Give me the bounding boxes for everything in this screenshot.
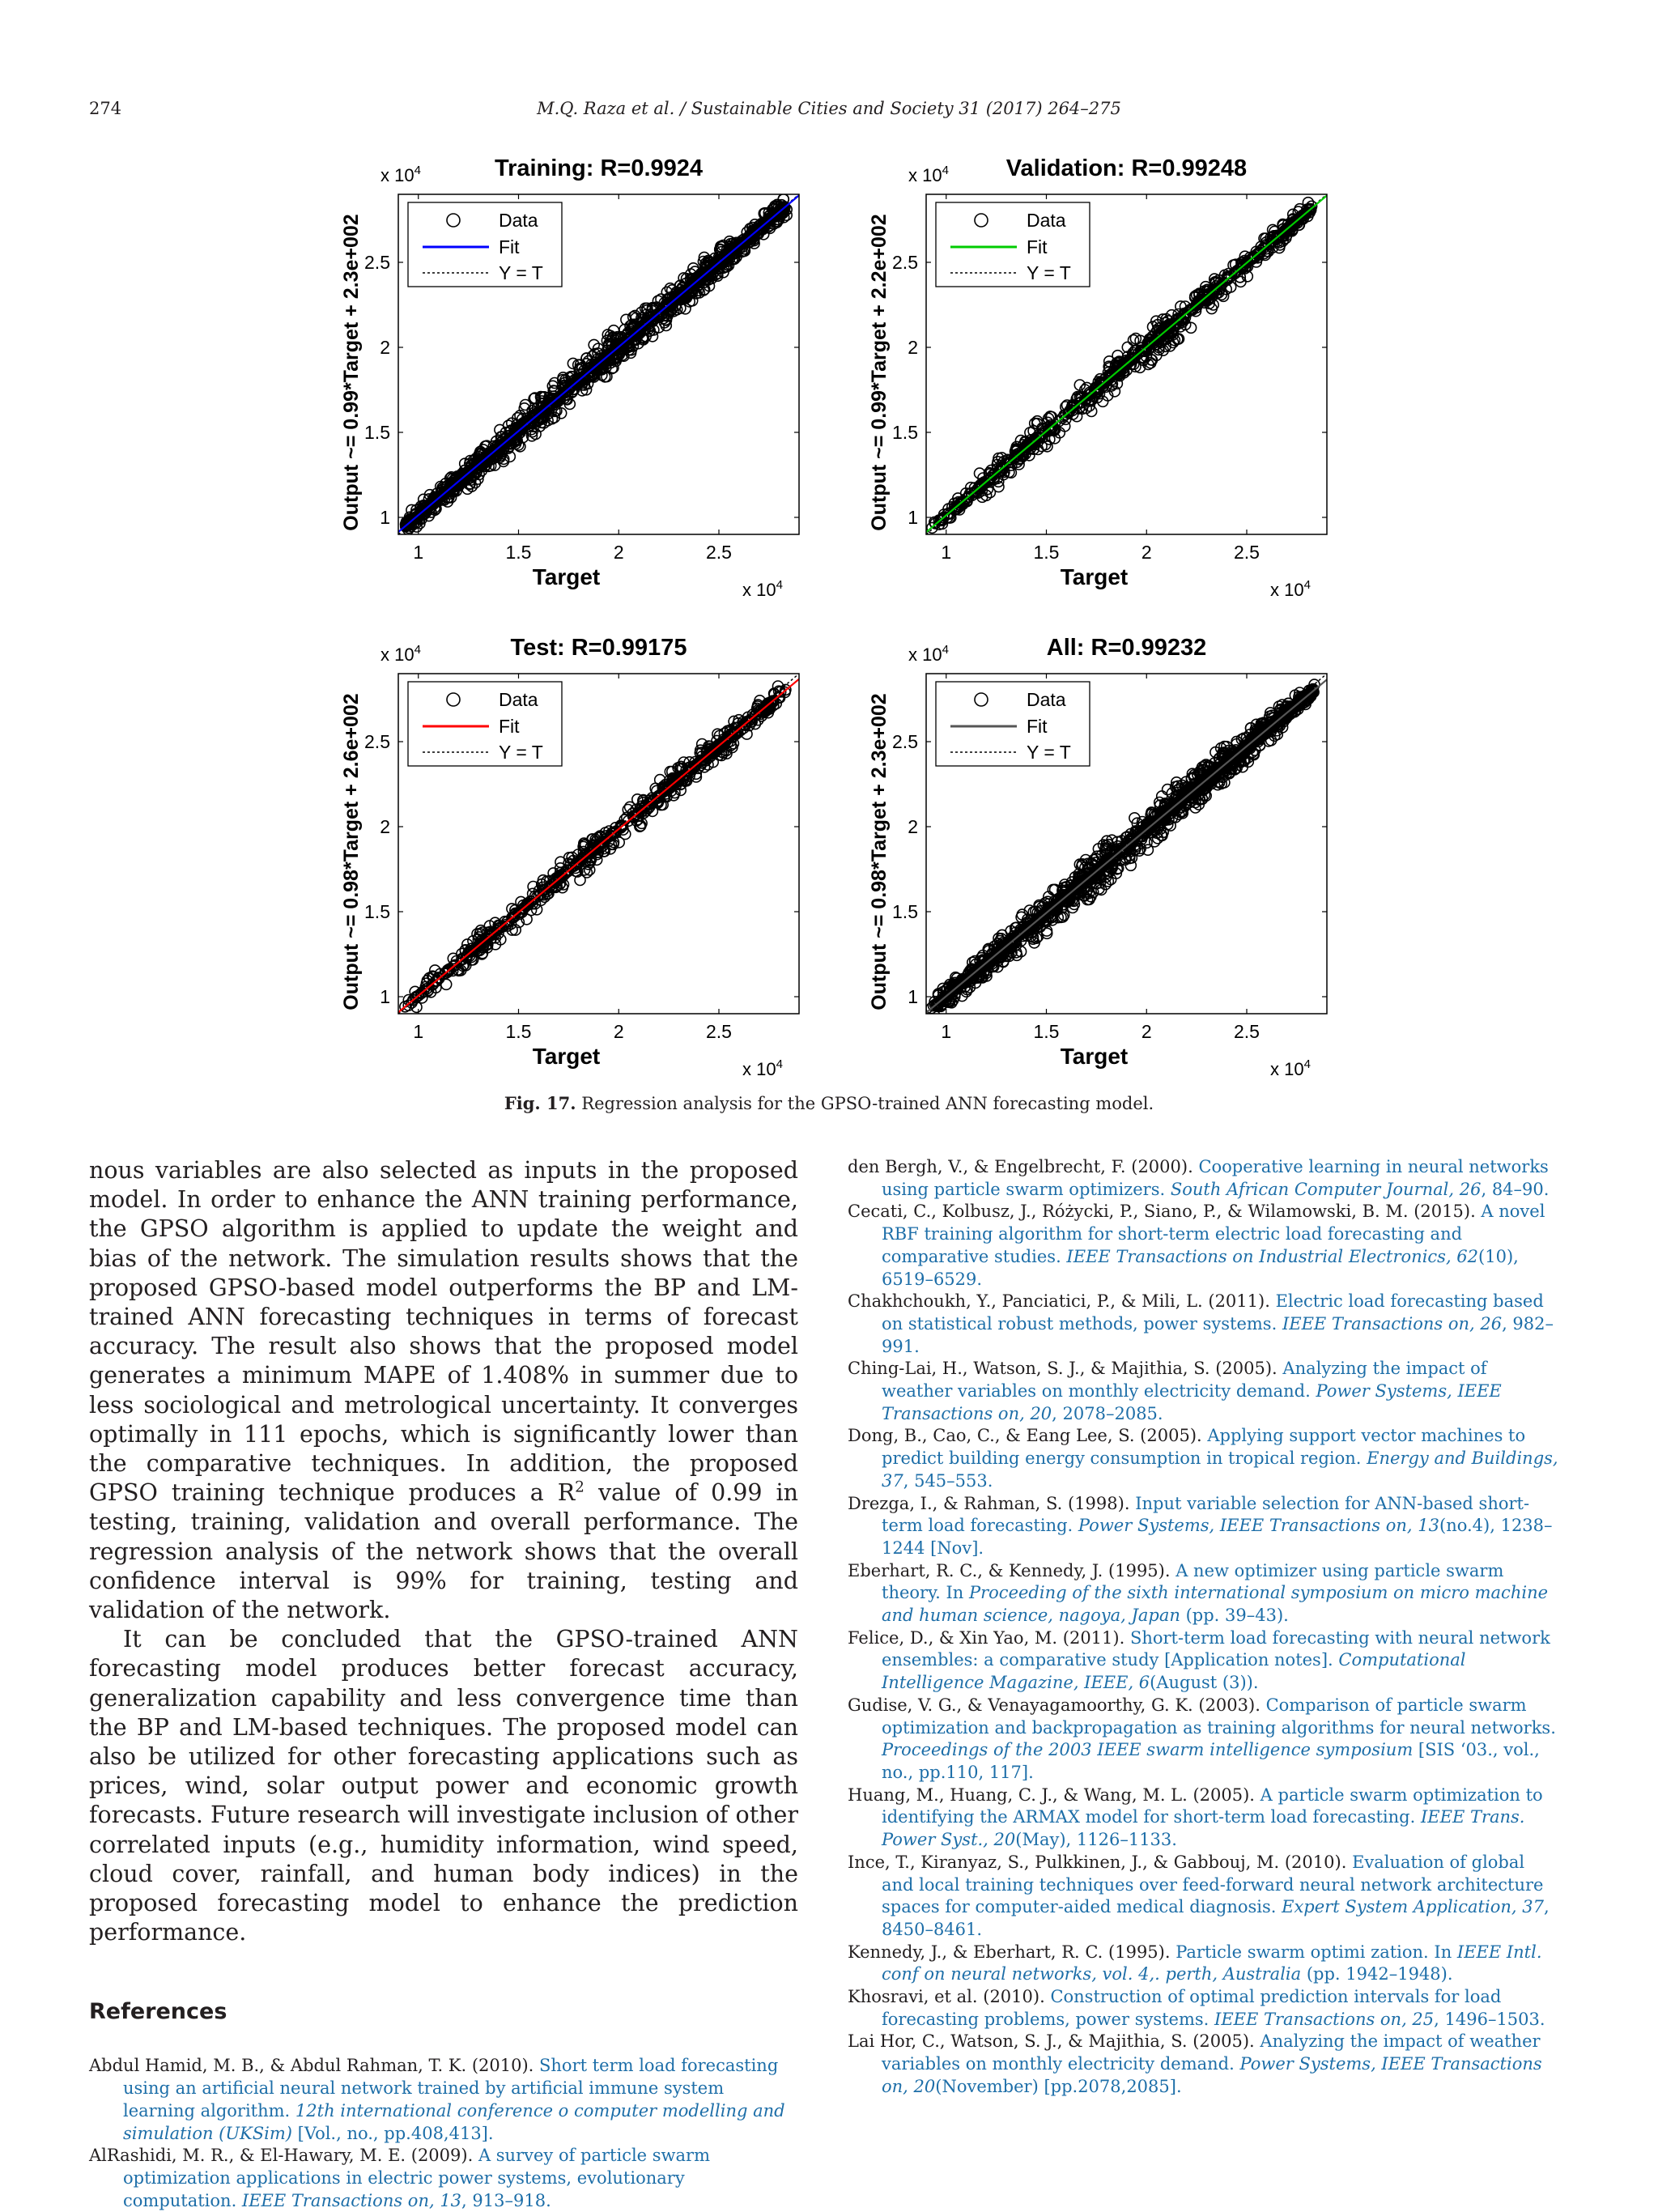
y-tick-label: 2.5 xyxy=(892,731,918,752)
reference-right-8: Gudise, V. G., & Venayagamoorthy, G. K. (2003). Comparison of particle swarm optimization and backpropagation as training algorithms for neural networks. Proceedings of the 2003 IEEE swarm intelligence symposium [SIS ‘03., vol., no., pp.110, 117]. xyxy=(848,1695,1556,1782)
reference-right-1: Cecati, C., Kolbusz, J., Różycki, P., Siano, P., & Wilamowski, B. M. (2015). A novel RBF training algorithm for short-term electric load forecasting and comparative studies. IEEE Transactions on Industrial Electronics, 62(10), 6519–6529. xyxy=(848,1202,1545,1289)
x-tick-label: 2.5 xyxy=(706,1021,732,1042)
legend-label: Data xyxy=(1027,689,1066,710)
legend-label: Y = T xyxy=(499,262,543,283)
reference-right-0: den Bergh, V., & Engelbrecht, F. (2000). Cooperative learning in neural networks using particle swarm optimizers. South African Computer Journal, 26, 84–90. xyxy=(848,1157,1550,1199)
figure-label: Fig. 17. xyxy=(504,1093,576,1113)
reference-link[interactable]: A novel RBF training algorithm for short-term electric load forecasting and comparative studies. IEEE Transactions on Industrial Electronics, 62 xyxy=(882,1202,1545,1266)
legend-label: Data xyxy=(1027,210,1066,231)
reference-link[interactable]: Electric load forecasting based on statistical robust methods, power systems. IEEE Transactions on, 26 xyxy=(882,1291,1544,1334)
x-tick-label: 1 xyxy=(941,1021,952,1042)
legend-label: Fit xyxy=(1027,716,1048,737)
legend-label: Y = T xyxy=(499,742,543,763)
regression-panel-2 xyxy=(340,635,799,1079)
legend-label: Fit xyxy=(1027,236,1048,257)
references-list-left xyxy=(89,2055,798,2212)
y-tick-label: 1 xyxy=(380,507,390,528)
running-header: M.Q. Raza et al. / Sustainable Cities and Society 31 (2017) 264–275 xyxy=(537,99,1121,118)
reference-link[interactable]: Analyzing the impact of weather variables on monthly electricity demand. Power Systems, IEEE Transactions on, 20 xyxy=(882,2031,1542,2096)
legend xyxy=(408,202,562,287)
reference-link[interactable]: Short term load forecasting using an artificial neural network trained by artificial immune system learning algorithm. 12th international conference o computer modelling and simulation (UKSim) xyxy=(123,2056,785,2143)
panel-title: Training: R=0.9924 xyxy=(494,155,704,181)
conclusion-paragraph-2: It can be concluded that the GPSO-trained ANN forecasting model produces better forecast accuracy, generalization capability and less convergence time than the BP and LM-based techniques. The proposed model can also be utilized for other forecasting applications such as prices, wind, solar output power and economic growth forecasts. Future research will investigate inclusion of other correlated inputs (e.g., humidity information, wind speed, cloud cover, rainfall, and human body indices) in the proposed forecasting model to enhance the prediction performance. xyxy=(89,1626,798,1946)
legend-label: Fit xyxy=(499,716,520,737)
x-tick-label: 2 xyxy=(1141,1021,1152,1042)
x-tick-label: 1 xyxy=(413,1021,424,1042)
figure-caption xyxy=(0,1093,1658,1113)
x-tick-label: 1.5 xyxy=(1033,542,1060,563)
reference-right-2: Chakhchoukh, Y., Panciatici, P., & Mili, L. (2011). Electric load forecasting based on statistical robust methods, power systems. IEEE Transactions on, 26, 982–991. xyxy=(848,1291,1554,1356)
x-multiplier-label: x $10^4$ xyxy=(1270,578,1311,600)
reference-right-7: Felice, D., & Xin Yao, M. (2011). Short-term load forecasting with neural network ensembles: a comparative study [Application notes]. Computational Intelligence Magazine, IEEE, 6(August (3)). xyxy=(848,1627,1550,1693)
x-tick-label: 1 xyxy=(413,542,424,563)
x-tick-label: 2 xyxy=(613,542,624,563)
y-tick-label: 1.5 xyxy=(364,422,390,443)
legend-label: Data xyxy=(499,689,538,710)
y-tick-label: 2 xyxy=(908,337,918,358)
y-axis-label: Output ~= 0.99*Target + 2.3e+002 xyxy=(340,214,363,531)
legend-label: Y = T xyxy=(1027,742,1071,763)
references-heading: References xyxy=(89,1999,227,2025)
reference-right-4: Dong, B., Cao, C., & Eang Lee, S. (2005). Applying support vector machines to predict building energy consumption in tropical region. Energy and Buildings, 37, 545–553. xyxy=(848,1426,1558,1491)
x-tick-label: 1.5 xyxy=(1033,1021,1060,1042)
y-tick-label: 2.5 xyxy=(364,731,390,752)
reference-link[interactable]: Applying support vector machines to predict building energy consumption in tropical region. Energy and Buildings, 37 xyxy=(882,1426,1558,1491)
reference-link[interactable]: Cooperative learning in neural networks using particle swarm optimizers. South African Computer Journal, 26 xyxy=(882,1157,1549,1199)
reference-link[interactable]: A particle swarm optimization to identifying the ARMAX model for short-term load forecasting. IEEE Trans. Power Syst., 20 xyxy=(882,1784,1543,1850)
data-point xyxy=(625,802,636,812)
conclusion-paragraph-1: nous variables are also selected as inputs in the proposed model. In order to enhance the ANN training performance, the GPSO algorithm is applied to update the weight and bias of the network. The simulation results shows that the proposed GPSO-based model outperforms the BP and LM-trained ANN forecasting techniques in terms of forecast accuracy. The result also shows that the proposed model generates a minimum MAPE of 1.408% in summer due to less sociological and metrological uncertainty. It converges optimally in 111 epochs, which is significantly lower than the comparative techniques. In addition, the proposed GPSO training technique produces a $R^2$ value of 0.99 in testing, training, validation and overall performance. The regression analysis of the network shows that the overall confidence interval is 99% for training, testing and validation of the network. xyxy=(89,1157,798,1624)
x-tick-label: 1.5 xyxy=(505,1021,532,1042)
reference-right-10: Ince, T., Kiranyaz, S., Pulkkinen, J., & Gabbouj, M. (2010). Evaluation of global and local training techniques over feed-forward neural network architecture spaces for computer-aided medical diagnosis. Expert System Application, 37, 8450–8461. xyxy=(848,1852,1550,1939)
reference-right-12: Khosravi, et al. (2010). Construction of optimal prediction intervals for load forecasting problems, power systems. IEEE Transactions on, 25, 1496–1503. xyxy=(848,1987,1545,2029)
y-multiplier-label: x $10^4$ xyxy=(908,643,949,665)
x-axis-label: Target xyxy=(1060,1044,1129,1069)
x-axis-label: Target xyxy=(532,1044,601,1069)
reference-link[interactable]: Evaluation of global and local training techniques over feed-forward neural network architecture spaces for computer-aided medical diagnosis. Expert System Application, 37 xyxy=(882,1852,1544,1917)
reference-link[interactable]: A survey of particle swarm optimization applications in electric power systems, evolutionary computation. IEEE Transactions on, 13 xyxy=(123,2146,711,2210)
y-tick-label: 2 xyxy=(380,816,390,837)
regression-panel-3 xyxy=(868,635,1327,1079)
x-tick-label: 1.5 xyxy=(505,542,532,563)
y-axis-label: Output ~= 0.98*Target + 2.3e+002 xyxy=(868,693,891,1010)
legend xyxy=(936,202,1090,287)
page-number: 274 xyxy=(89,99,122,118)
x-axis-label: Target xyxy=(1060,564,1129,589)
reference-link[interactable]: Short-term load forecasting with neural network ensembles: a comparative study [Application notes]. Computational Intelligence Magazine, IEEE, 6 xyxy=(882,1627,1550,1693)
y-tick-label: 1 xyxy=(908,986,918,1007)
y-multiplier-label: x $10^4$ xyxy=(380,643,421,665)
figure-caption-text: Regression analysis for the GPSO-trained ANN forecasting model. xyxy=(581,1094,1154,1113)
right-column xyxy=(848,1156,1560,2099)
y-tick-label: 1 xyxy=(908,507,918,528)
reference-left-0: Abdul Hamid, M. B., & Abdul Rahman, T. K. (2010). Short term load forecasting using an artificial neural network trained by artificial immune system learning algorithm. 12th international conference o computer modelling and simulation (UKSim) [Vol., no., pp.408,413]. xyxy=(89,2056,785,2143)
reference-link[interactable]: Comparison of particle swarm optimization and backpropagation as training algorithms for neural networks. Proceedings of the 2003 IEEE swarm intelligence symposium xyxy=(882,1695,1556,1760)
reference-link[interactable]: A new optimizer using particle swarm theory. In Proceeding of the sixth international symposium on micro machine and human science, nagoya, Japan xyxy=(882,1560,1549,1626)
reference-link[interactable]: Input variable selection for ANN-based short-term load forecasting. Power Systems, IEEE Transactions on, 13 xyxy=(882,1493,1530,1536)
legend xyxy=(408,682,562,766)
reference-link[interactable]: Construction of optimal prediction intervals for load forecasting problems, power systems. IEEE Transactions on, 25 xyxy=(882,1987,1502,2029)
regression-panel-0 xyxy=(340,155,799,600)
y-axis-label: Output ~= 0.98*Target + 2.6e+002 xyxy=(340,693,363,1010)
x-multiplier-label: x $10^4$ xyxy=(1270,1057,1311,1079)
x-tick-label: 1 xyxy=(941,542,952,563)
regression-panel-1 xyxy=(868,155,1327,600)
y-axis-label: Output ~= 0.99*Target + 2.2e+002 xyxy=(868,214,891,531)
legend-label: Data xyxy=(499,210,538,231)
y-multiplier-label: x $10^4$ xyxy=(908,164,949,185)
x-multiplier-label: x $10^4$ xyxy=(742,1057,783,1079)
x-tick-label: 2 xyxy=(1141,542,1152,563)
y-tick-label: 1.5 xyxy=(892,422,918,443)
reference-right-6: Eberhart, R. C., & Kennedy, J. (1995). A new optimizer using particle swarm theory. In Proceeding of the sixth international symposium on micro machine and human science, nagoya, Japan (pp. 39–43). xyxy=(848,1560,1549,1626)
x-tick-label: 2 xyxy=(613,1021,624,1042)
y-tick-label: 2 xyxy=(380,337,390,358)
y-multiplier-label: x $10^4$ xyxy=(380,164,421,185)
y-tick-label: 2.5 xyxy=(364,252,390,273)
reference-right-3: Ching-Lai, H., Watson, S. J., & Majithia, S. (2005). Analyzing the impact of weather variables on monthly electricity demand. Power Systems, IEEE Transactions on, 20, 2078–2085. xyxy=(848,1359,1502,1423)
references-list-right xyxy=(848,1156,1560,2099)
reference-right-11: Kennedy, J., & Eberhart, R. C. (1995). Particle swarm optimi zation. In IEEE Intl. conf on neural networks, vol. 4,. perth, Australia (pp. 1942–1948). xyxy=(848,1942,1542,1984)
regression-figure xyxy=(308,152,1360,1083)
panel-title: All: R=0.99232 xyxy=(1046,635,1207,661)
x-tick-label: 2.5 xyxy=(706,542,732,563)
legend xyxy=(936,682,1090,766)
reference-link[interactable]: Analyzing the impact of weather variables on monthly electricity demand. Power Systems, IEEE Transactions on, 20 xyxy=(882,1359,1502,1423)
data-point xyxy=(688,263,699,274)
panel-title: Validation: R=0.99248 xyxy=(1005,155,1248,181)
data-point xyxy=(1032,416,1043,427)
x-tick-label: 2.5 xyxy=(1234,542,1260,563)
reference-right-9: Huang, M., Huang, C. J., & Wang, M. L. (2005). A particle swarm optimization to identifying the ARMAX model for short-term load forecasting. IEEE Trans. Power Syst., 20(May), 1126–1133. xyxy=(848,1784,1543,1850)
reference-link[interactable]: Particle swarm optimi zation. In IEEE Intl. conf on neural networks, vol. 4,. perth, Australia xyxy=(882,1942,1542,1984)
x-tick-label: 2.5 xyxy=(1234,1021,1260,1042)
panel-title: Test: R=0.99175 xyxy=(510,635,687,661)
y-tick-label: 1.5 xyxy=(892,901,918,922)
reference-right-13: Lai Hor, C., Watson, S. J., & Majithia, S. (2005). Analyzing the impact of weather variables on monthly electricity demand. Power Systems, IEEE Transactions on, 20(November) [pp.2078,2085]. xyxy=(848,2031,1542,2096)
y-tick-label: 2 xyxy=(908,816,918,837)
legend-label: Y = T xyxy=(1027,262,1071,283)
reference-right-5: Drezga, I., & Rahman, S. (1998). Input variable selection for ANN-based short-term load forecasting. Power Systems, IEEE Transactions on, 13(no.4), 1238–1244 [Nov]. xyxy=(848,1493,1553,1558)
y-tick-label: 1.5 xyxy=(364,901,390,922)
legend-label: Fit xyxy=(499,236,520,257)
y-tick-label: 1 xyxy=(380,986,390,1007)
x-multiplier-label: x $10^4$ xyxy=(742,578,783,600)
left-column xyxy=(89,1156,798,2212)
y-tick-label: 2.5 xyxy=(892,252,918,273)
x-axis-label: Target xyxy=(532,564,601,589)
reference-left-1: AlRashidi, M. R., & El-Hawary, M. E. (2009). A survey of particle swarm optimization applications in electric power systems, evolutionary computation. IEEE Transactions on, 13, 913–918. xyxy=(89,2146,711,2210)
